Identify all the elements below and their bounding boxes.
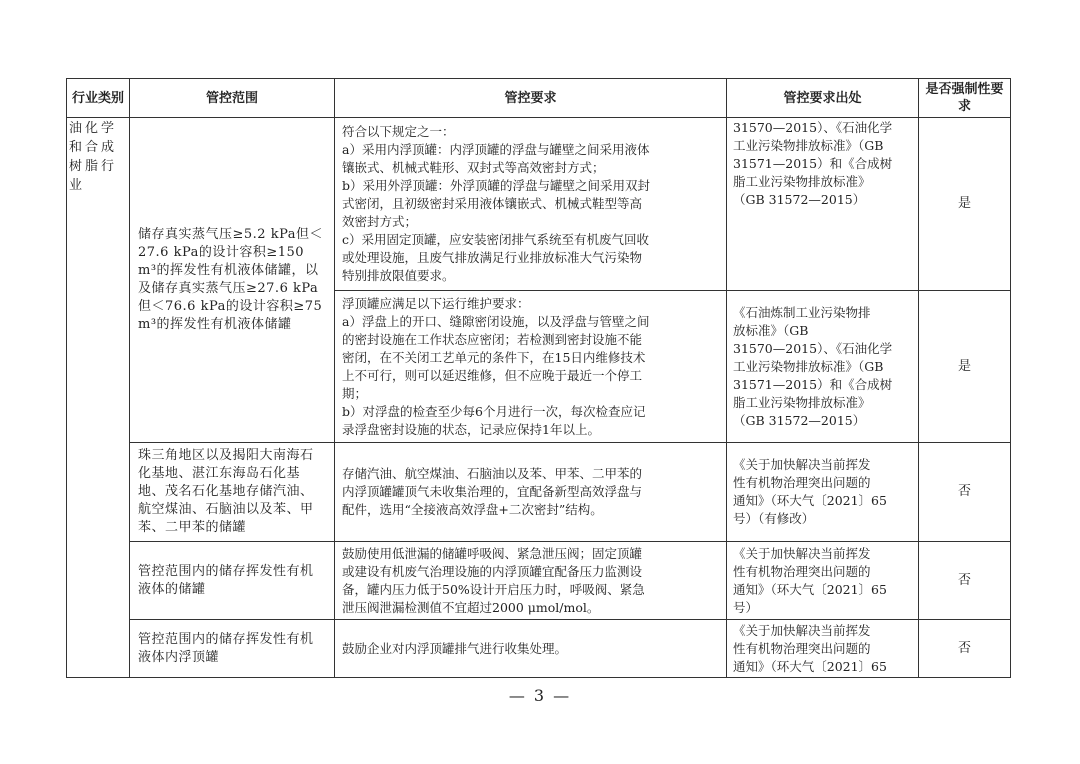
source-line: 通知》（环大气〔2021〕65: [733, 493, 887, 508]
requirement-line: 的密封设施在工作状态应密闭；若检测到密封设施不能: [342, 331, 643, 347]
source-line: 通知》（环大气〔2021〕65: [733, 581, 887, 597]
requirement-line: 配件，选用“全接液高效浮盘+二次密封”结构。: [342, 502, 603, 517]
mandatory-cell: 否: [919, 542, 1011, 620]
requirement-line: c）采用固定顶罐，应安装密闭排气系统至有机废气回收: [342, 232, 650, 247]
mandatory-cell: 是: [919, 118, 1011, 291]
source-line: 性有机物治理突出问题的: [733, 640, 871, 656]
requirement-cell: [335, 443, 727, 542]
requirement-line: 镶嵌式、机械式鞋形、双封式等高效密封方式；: [342, 160, 605, 175]
table-row: [67, 542, 1011, 620]
source-line: 脂工业污染物排放标准》: [733, 174, 871, 189]
requirement-line: 存储汽油、航空煤油、石脑油以及苯、甲苯、二甲苯的: [342, 466, 643, 481]
source-cell: [727, 291, 919, 443]
requirement-cell: [335, 620, 727, 678]
source-cell: [727, 542, 919, 620]
source-line: （GB 31572—2015）: [733, 192, 866, 207]
regulation-table: [66, 78, 1011, 678]
table-row: [67, 118, 1011, 291]
requirement-cell: [335, 542, 727, 620]
requirement-line: 录浮盘密封设施的状态，记录应保持1年以上。: [342, 421, 600, 437]
source-line: 31571—2015）和《合成树: [733, 376, 893, 392]
table-row: [67, 443, 1011, 542]
source-line: 《石油炼制工业污染物排: [733, 304, 871, 320]
source-line: 通知》（环大气〔2021〕65: [733, 658, 887, 674]
mandatory-cell: 否: [919, 620, 1011, 678]
scope-cell: 储存真实蒸气压≥5.2 kPa但＜27.6 kPa的设计容积≥150 m³的挥发性有机液体储罐，以及储存真实蒸气压≥27.6 kPa但＜76.6 kPa的设计容积≥75 m³的挥发性有机液体储罐: [130, 118, 335, 443]
regulation-table-page: [66, 78, 1010, 678]
requirement-line: b）对浮盘的检查至少每6个月进行一次，每次检查应记: [342, 403, 646, 419]
source-line: 《关于加快解决当前挥发: [733, 457, 871, 472]
source-line: 工业污染物排放标准》（GB: [733, 358, 884, 374]
source-line: （GB 31572—2015）: [733, 412, 866, 428]
source-line: 号）: [733, 599, 759, 615]
source-line: 《关于加快解决当前挥发: [733, 545, 871, 561]
header-scope: 管控范围: [130, 79, 335, 118]
requirement-cell: [335, 118, 727, 291]
source-line: 31570—2015）、《石油化学: [733, 120, 893, 135]
mandatory-cell: 是: [919, 291, 1011, 443]
source-line: 工业污染物排放标准》（GB: [733, 138, 884, 153]
requirement-line: 特别排放限值要求。: [342, 268, 455, 283]
mandatory-cell: 否: [919, 443, 1011, 542]
page-number: — 3 —: [508, 686, 572, 705]
requirement-line: 上不可行，则可以延迟维修，但不应晚于最近一个停工: [342, 367, 643, 383]
requirement-line: 鼓励企业对内浮顶罐排气进行收集处理。: [342, 640, 568, 656]
industry-cell: 油化学和合成树脂行业: [67, 118, 130, 678]
requirement-line: 浮顶罐应满足以下运行维护要求：: [342, 295, 530, 311]
requirement-line: 期；: [342, 385, 368, 401]
requirement-line: 效密封方式；: [342, 214, 418, 229]
source-line: 号）（有修改）: [733, 511, 815, 526]
source-line: 31571—2015）和《合成树: [733, 156, 893, 171]
table-header-row: [67, 79, 1011, 118]
requirement-line: 或建设有机废气治理设施的内浮顶罐宜配备压力监测设: [342, 563, 643, 579]
table-row: [67, 620, 1011, 678]
source-line: 脂工业污染物排放标准》: [733, 394, 871, 410]
scope-cell: 管控范围内的储存挥发性有机液体的储罐: [130, 542, 335, 620]
requirement-line: 或处理设施，且废气排放满足行业排放标准大气污染物: [342, 250, 643, 265]
requirement-line: 泄压阀泄漏检测值不宜超过2000 μmol/mol。: [342, 599, 600, 615]
requirement-line: 备，罐内压力低于50%设计开启压力时，呼吸阀、紧急: [342, 581, 645, 597]
requirement-line: 鼓励使用低泄漏的储罐呼吸阀、紧急泄压阀；固定顶罐: [342, 545, 643, 561]
scope-cell: 管控范围内的储存挥发性有机液体内浮顶罐: [130, 620, 335, 678]
requirement-line: 内浮顶罐罐顶气未收集治理的，宜配备新型高效浮盘与: [342, 484, 643, 499]
header-mandatory: 是否强制性要求: [919, 79, 1011, 118]
requirement-line: a）浮盘上的开口、缝隙密闭设施，以及浮盘与管壁之间: [342, 313, 650, 329]
source-cell: [727, 118, 919, 291]
header-requirement: 管控要求: [335, 79, 727, 118]
source-line: 性有机物治理突出问题的: [733, 563, 871, 579]
requirement-cell: [335, 291, 727, 443]
requirement-line: 符合以下规定之一：: [342, 124, 455, 139]
source-cell: [727, 620, 919, 678]
source-line: 31570—2015）、《石油化学: [733, 340, 893, 356]
header-industry: 行业类别: [67, 79, 130, 118]
source-cell: [727, 443, 919, 542]
requirement-line: 密闭，在不关闭工艺单元的条件下，在15日内维修技术: [342, 349, 646, 365]
header-source: 管控要求出处: [727, 79, 919, 118]
requirement-line: b）采用外浮顶罐：外浮顶罐的浮盘与罐壁之间采用双封: [342, 178, 651, 193]
source-line: 性有机物治理突出问题的: [733, 475, 871, 490]
source-line: 放标准》（GB: [733, 322, 809, 338]
source-line: 《关于加快解决当前挥发: [733, 622, 871, 638]
requirement-line: 式密闭，且初级密封采用液体镶嵌式、机械式鞋型等高: [342, 196, 643, 211]
requirement-line: a）采用内浮顶罐：内浮顶罐的浮盘与罐壁之间采用液体: [342, 142, 650, 157]
scope-cell: 珠三角地区以及揭阳大南海石化基地、湛江东海岛石化基地、茂名石化基地存储汽油、航空煤油、石脑油以及苯、甲苯、二甲苯的储罐: [130, 443, 335, 542]
